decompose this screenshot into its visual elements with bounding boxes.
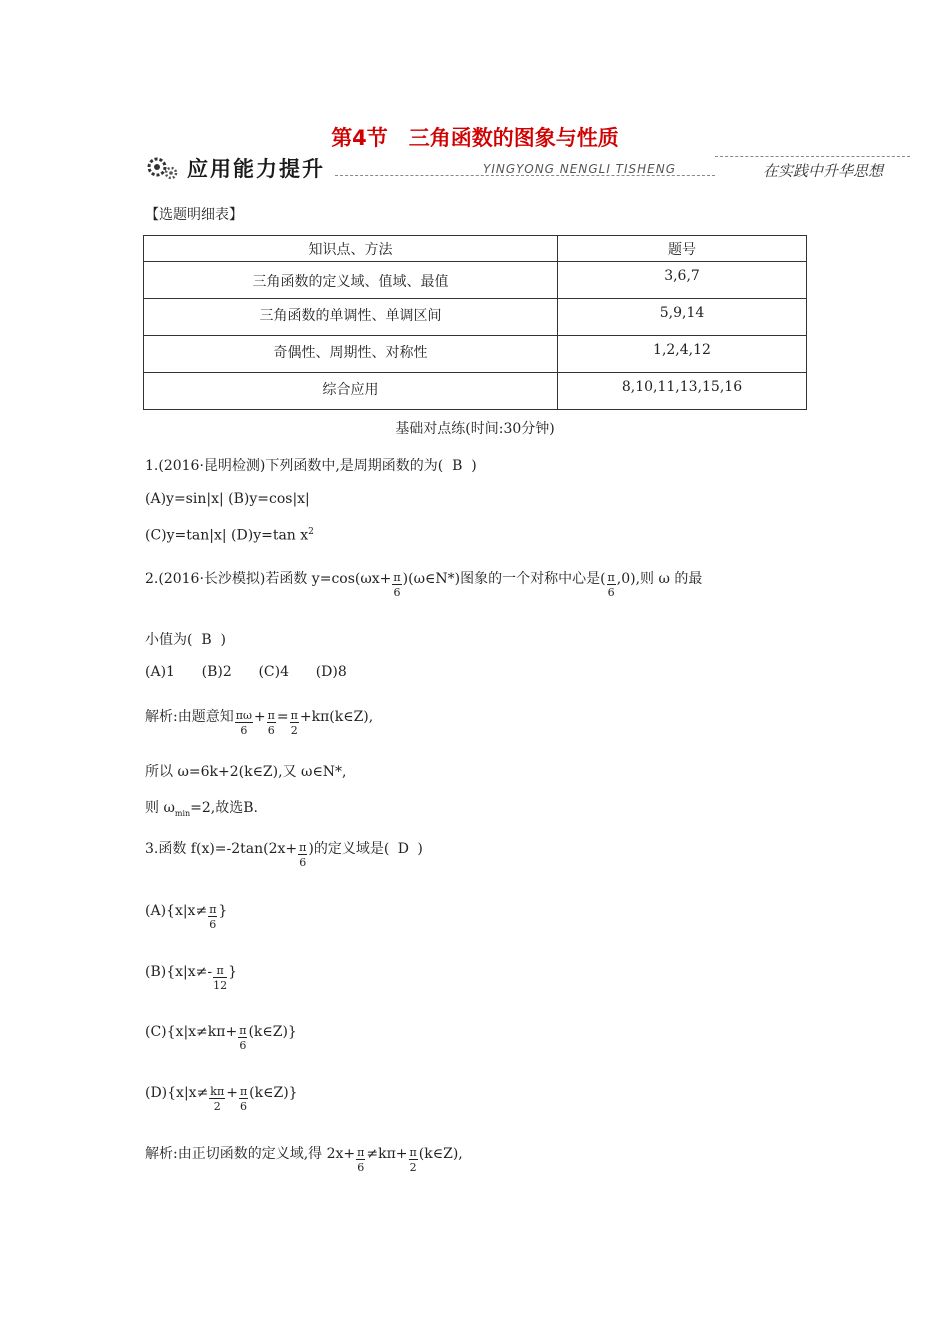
table-row	[144, 336, 807, 373]
table-cell: 三角函数的定义域、值域、最值	[144, 262, 558, 299]
banner-divider	[715, 156, 910, 157]
fraction: $\frac{\pi}{2}$	[409, 1146, 417, 1174]
section-heading: 【选题明细表】	[145, 207, 243, 223]
answer-letter: D	[397, 841, 409, 857]
table-cell: 3,6,7	[558, 262, 807, 299]
answer-letter: B	[452, 458, 463, 474]
fraction: $\frac{\pi}{2}$	[290, 709, 298, 737]
question-3-option-d: (D){x|x≠ $\frac{k\pi}{2}$ + $\frac{\pi}{6}$ (k∈Z)}	[145, 1085, 298, 1113]
fraction: $\frac{\pi}{6}$	[607, 571, 615, 599]
question-2-solution-3: 则 $\omega_{min}=2$,故选B.	[145, 800, 258, 818]
fraction: $\frac{\pi}{12}$	[213, 964, 228, 992]
column-header: 题号	[558, 236, 807, 262]
table-cell: 综合应用	[144, 373, 558, 410]
table-cell: 三角函数的单调性、单调区间	[144, 299, 558, 336]
fraction: $\frac{\pi}{6}$	[239, 1024, 247, 1052]
fraction: $\frac{\pi}{6}$	[299, 841, 307, 869]
fraction: $\frac{\pi}{6}$	[393, 571, 401, 599]
answer-letter: B	[201, 632, 212, 648]
fraction: $\frac{\pi}{6}$	[267, 709, 275, 737]
table-cell: 奇偶性、周期性、对称性	[144, 336, 558, 373]
section-subtitle: 基础对点练(时间:30分钟)	[395, 421, 555, 437]
table-cell: 8,10,11,13,15,16	[558, 373, 807, 410]
banner-slogan: 在实践中升华思想	[763, 162, 884, 180]
table-row	[144, 262, 807, 299]
page-title: 第4节 三角函数的图象与性质	[331, 126, 619, 150]
topic-table	[143, 235, 807, 410]
banner-pinyin: YINGYONG NENGLI TISHENG	[483, 162, 677, 176]
question-2-options: (A)1 (B)2 (C)4 (D)8	[145, 664, 347, 680]
table-row	[144, 299, 807, 336]
table-row	[144, 373, 807, 410]
fraction: $\frac{\pi}{6}$	[239, 1085, 248, 1113]
table-cell: 1,2,4,12	[558, 336, 807, 373]
question-3-solution: 解析:由正切函数的定义域,得 2x+ $\frac{\pi}{6}$ ≠kπ+ $\frac{\pi}{2}$ (k∈Z),	[145, 1146, 463, 1174]
question-3-option-c: (C){x|x≠kπ+ $\frac{\pi}{6}$ (k∈Z)}	[145, 1024, 297, 1052]
fraction: $\frac{k\pi}{2}$	[210, 1085, 225, 1113]
fraction: $\frac{\pi}{6}$	[209, 903, 217, 931]
question-3-stem: 3.函数 f(x)=-2tan(2x+ $\frac{\pi}{6}$ )的定义域是( D )	[145, 841, 423, 869]
banner-title: 应用能力提升	[187, 157, 325, 181]
section-banner	[145, 150, 910, 184]
question-2-stem-cont: 小值为( B )	[145, 632, 226, 648]
question-1-options-cd: (C)y=tan|x| (D)y=tan $x^2$	[145, 527, 314, 544]
question-2-solution-1: 解析:由题意知 $\frac{\pi\omega}{6}$ + $\frac{\pi}{6}$ = $\frac{\pi}{2}$ +kπ(k∈Z),	[145, 709, 374, 737]
column-header: 知识点、方法	[144, 236, 558, 262]
question-2-stem: 2.(2016·长沙模拟)若函数 y=cos(ωx+ $\frac{\pi}{6}$ )(ω∈N*)图象的一个对称中心是( $\frac{\pi}{6}$ ,0),则 ω 的最	[145, 571, 703, 599]
table-cell: 5,9,14	[558, 299, 807, 336]
question-1-stem: 1.(2016·昆明检测)下列函数中,是周期函数的为( B )	[145, 458, 477, 474]
gear-icon	[145, 152, 179, 182]
fraction: $\frac{\pi\omega}{6}$	[235, 709, 252, 737]
question-3-option-b: (B){x|x≠- $\frac{\pi}{12}$ }	[145, 964, 238, 992]
table-header-row	[144, 236, 807, 262]
question-2-solution-2: 所以 ω=6k+2(k∈Z),又 ω∈N*,	[145, 764, 347, 780]
fraction: $\frac{\pi}{6}$	[357, 1146, 365, 1174]
question-1-options-ab: (A)y=sin|x| (B)y=cos|x|	[145, 491, 310, 507]
question-3-option-a: (A){x|x≠ $\frac{\pi}{6}$ }	[145, 903, 228, 931]
